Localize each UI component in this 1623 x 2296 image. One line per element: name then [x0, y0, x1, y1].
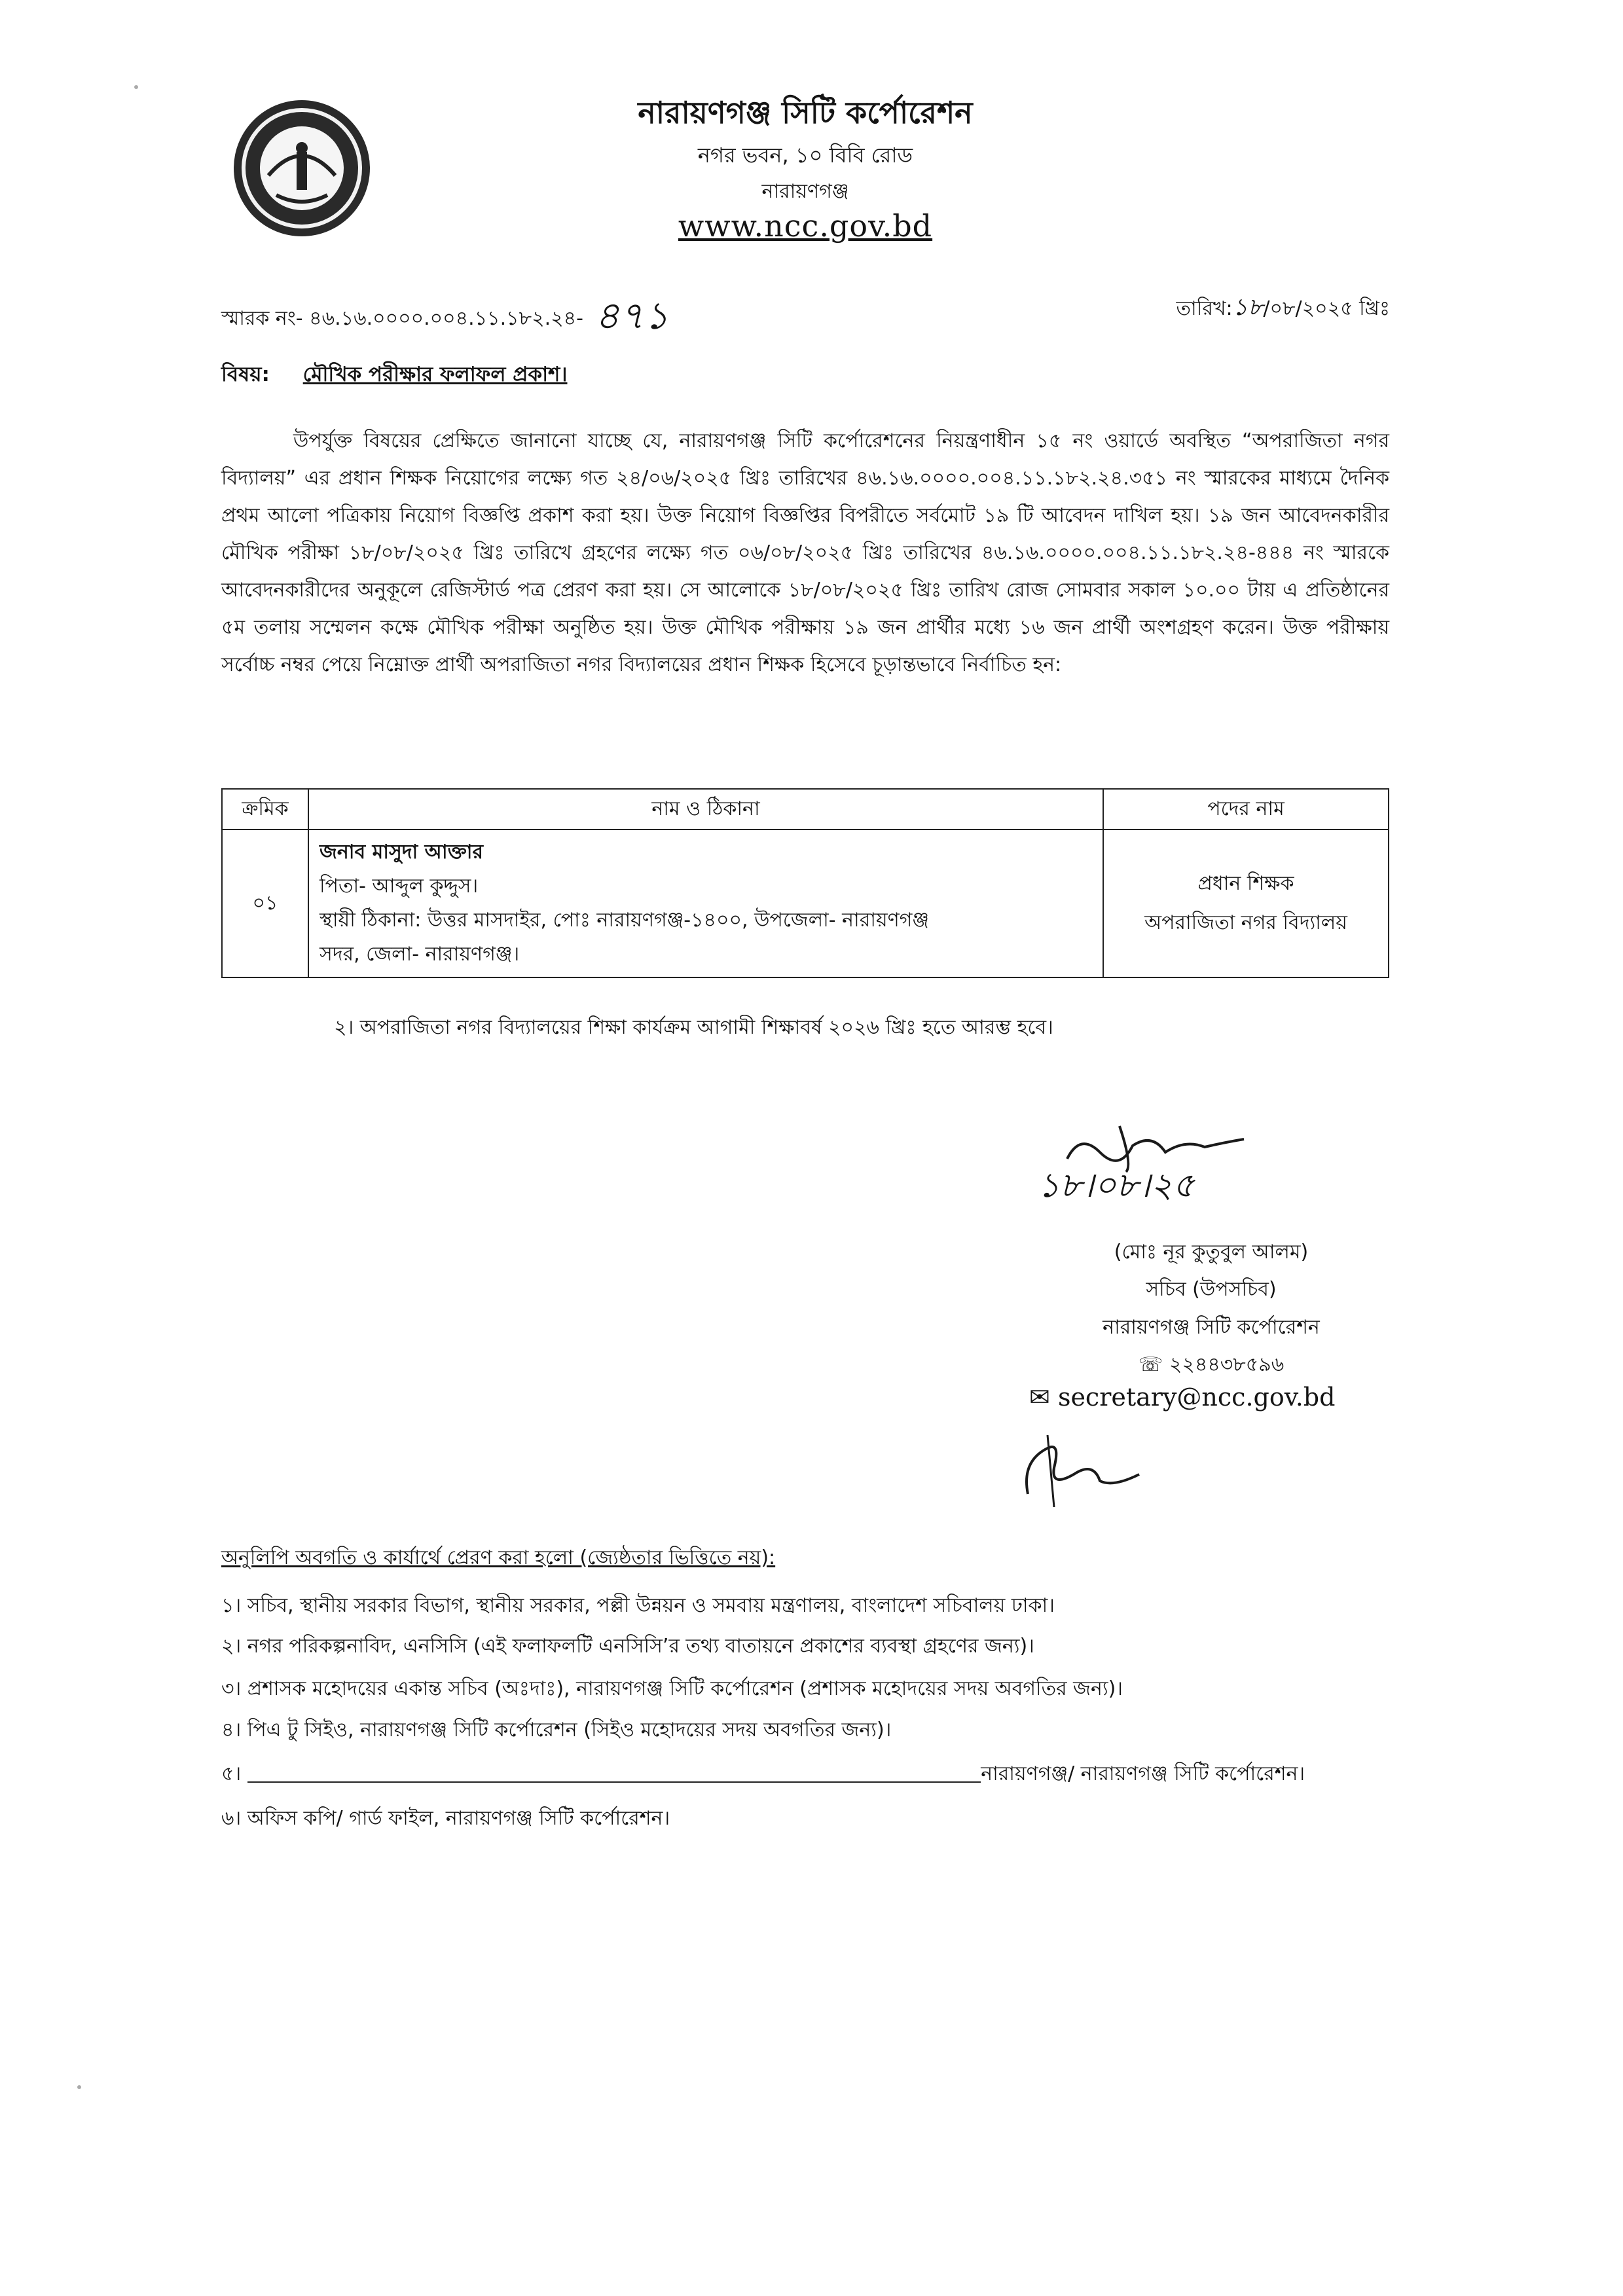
header-position: পদের নাম	[1103, 789, 1389, 829]
candidate-father: পিতা- আব্দুল কুদ্দুস।	[319, 875, 479, 898]
date-label: তারিখ:	[1176, 297, 1233, 320]
email-address[interactable]: secretary@ncc.gov.bd	[1057, 1383, 1336, 1412]
handwritten-initial	[1002, 1422, 1152, 1514]
copy-item-5	[221, 1758, 1389, 1791]
organization-city: নারায়ণগঞ্জ	[761, 180, 849, 203]
organization-address: নগর ভবন, ১০ বিবি রোড	[697, 143, 913, 168]
candidate-name: জনাব মাসুদা আক্তার	[319, 841, 484, 864]
table-header-row	[222, 789, 1389, 829]
signatory-title: সচিব (উপসচিব)	[1146, 1278, 1277, 1301]
candidate-address-line-1: স্থায়ী ঠিকানা: উত্তর মাসদাইর, পোঃ নারায়ণগঞ্জ-১৪০০, উপজেলা- নারায়ণগঞ্জ	[319, 909, 930, 932]
blank-fill-line	[247, 1781, 981, 1783]
phone-icon: ☏	[1138, 1353, 1163, 1376]
copy-item-4: ৪। পিএ টু সিইও, নারায়ণগঞ্জ সিটি কর্পোরেশন (সিইও মহোদয়ের সদয় অবগতির জন্য)।	[221, 1719, 892, 1741]
subject-label: বিষয়:	[221, 363, 270, 386]
signatory-email	[1029, 1383, 1335, 1412]
selected-candidate-table	[221, 788, 1389, 978]
memo-handwritten-number: ৪৭১	[594, 293, 669, 338]
memo-number	[221, 287, 668, 350]
position-institution: অপরাজিতা নগর বিদ্যালয়	[1144, 911, 1347, 934]
table-row	[222, 829, 1389, 977]
signature-handwritten-date: ১৮।০৮।২৫	[1038, 1166, 1195, 1205]
signatory-name: (মোঃ নূর কুতুবুল আলম)	[1114, 1241, 1309, 1264]
header-name-address: নাম ও ঠিকানা	[308, 789, 1103, 829]
organization-name: নারায়ণগঞ্জ সিটি কর্পোরেশন	[638, 95, 973, 130]
copy-list-heading: অনুলিপি অবগতি ও কার্যার্থে প্রেরণ করা হলো (জ্যেষ্ঠতার ভিত্তিতে নয়):	[221, 1546, 776, 1569]
envelope-icon: ✉	[1029, 1383, 1050, 1412]
copy-item-5-suffix: নারায়ণগঞ্জ/ নারায়ণগঞ্জ সিটি কর্পোরেশন।	[981, 1762, 1305, 1785]
position-title: প্রধান শিক্ষক	[1197, 872, 1294, 895]
body-paragraph-2: ২। অপরাজিতা নগর বিদ্যালয়ের শিক্ষা কার্যক্রম আগামী শিক্ষাবর্ষ ২০২৬ খ্রিঃ হতে আরম্ভ হবে।	[334, 1016, 1053, 1039]
copy-item-3: ৩। প্রশাসক মহোদয়ের একান্ত সচিব (অঃদাঃ), নারায়ণগঞ্জ সিটি কর্পোরেশন (প্রশাসক মহোদয়ের সদয় অবগতির জন্য)।	[221, 1677, 1123, 1700]
subject-text: মৌখিক পরীক্ষার ফলাফল প্রকাশ।	[302, 363, 568, 386]
cell-name-address	[308, 829, 1103, 977]
copy-item-6: ৬। অফিস কপি/ গার্ড ফাইল, নারায়ণগঞ্জ সিটি কর্পোরেশন।	[221, 1807, 670, 1830]
header-serial: ক্রমিক	[222, 789, 308, 829]
issue-date	[1176, 289, 1390, 329]
copy-item-5-prefix: ৫।	[221, 1762, 242, 1785]
scan-speck	[77, 2085, 81, 2089]
copy-item-2: ২। নগর পরিকল্পনাবিদ, এনসিসি (এই ফলাফলটি এনসিসি’র তথ্য বাতায়নে প্রকাশের ব্যবস্থা গ্রহণের জন্য)।	[221, 1635, 1034, 1658]
scan-speck	[134, 85, 138, 89]
signatory-organization: নারায়ণগঞ্জ সিটি কর্পোরেশন	[1103, 1316, 1320, 1339]
date-handwritten-day: ১৮	[1232, 294, 1264, 321]
phone-number: ২২৪৪৩৮৫৯৬	[1169, 1353, 1285, 1376]
date-value: /০৮/২০২৫ খ্রিঃ	[1263, 297, 1390, 320]
cell-serial: ০১	[222, 829, 308, 977]
body-paragraph-1: উপর্যুক্ত বিষয়ের প্রেক্ষিতে জানানো যাচ্ছে যে, নারায়ণগঞ্জ সিটি কর্পোরেশনের নিয়ন্ত্রণাধীন ১৫ নং ওয়ার্ডে অবস্থিত “অপরাজিতা নগর বিদ্যালয়” এর প্রধান শিক্ষক নিয়োগের লক্ষ্যে গত ২৪/০৬/২০২৫ খ্রিঃ তারিখের ৪৬.১৬.০০০০.০০৪.১১.১৮২.২৪.৩৫১ নং স্মারকের মাধ্যমে দৈনিক প্রথম আলো পত্রিকায় নিয়োগ বিজ্ঞপ্তি প্রকাশ করা হয়। উক্ত নিয়োগ বিজ্ঞপ্তির বিপরীতে সর্বমোট ১৯ টি আবেদন দাখিল হয়। ১৯ জন আবেদনকারীর মৌখিক পরীক্ষা ১৮/০৮/২০২৫ খ্রিঃ তারিখে গ্রহণের লক্ষ্যে গত ০৬/০৮/২০২৫ খ্রিঃ তারিখের ৪৬.১৬.০০০০.০০৪.১১.১৮২.২৪-৪৪৪ নং স্মারকে আবেদনকারীদের অনুকূলে রেজিস্টার্ড পত্র প্রেরণ করা হয়। সে আলোকে ১৮/০৮/২০২৫ খ্রিঃ তারিখ রোজ সোমবার সকাল ১০.০০ টায় এ প্রতিষ্ঠানের ৫ম তলায় সম্মেলন কক্ষে মৌখিক পরীক্ষা অনুষ্ঠিত হয়। উক্ত মৌখিক পরীক্ষায় ১৯ জন প্রার্থীর মধ্যে ১৬ জন প্রার্থী অংশগ্রহণ করেন। উক্ত পরীক্ষায় সর্বোচ্চ নম্বর পেয়ে নিম্নোক্ত প্রার্থী অপরাজিতা নগর বিদ্যালয়ের প্রধান শিক্ষক হিসেবে চূড়ান্তভাবে নির্বাচিত হন:	[221, 429, 1389, 676]
signatory-phone	[1021, 1349, 1401, 1382]
city-corporation-seal-logo	[230, 97, 373, 240]
organization-website-link[interactable]: www.ncc.gov.bd	[678, 208, 933, 244]
cell-position	[1103, 829, 1389, 977]
copy-item-1: ১। সচিব, স্থানীয় সরকার বিভাগ, স্থানীয় সরকার, পল্লী উন্নয়ন ও সমবায় মন্ত্রণালয়, বাংলাদেশ সচিবালয় ঢাকা।	[221, 1594, 1055, 1617]
candidate-address-line-2: সদর, জেলা- নারায়ণগঞ্জ।	[319, 943, 520, 966]
memo-number-prefix: স্মারক নং- ৪৬.১৬.০০০০.০০৪.১১.১৮২.২৪-	[221, 307, 583, 330]
subject-line	[221, 359, 568, 393]
